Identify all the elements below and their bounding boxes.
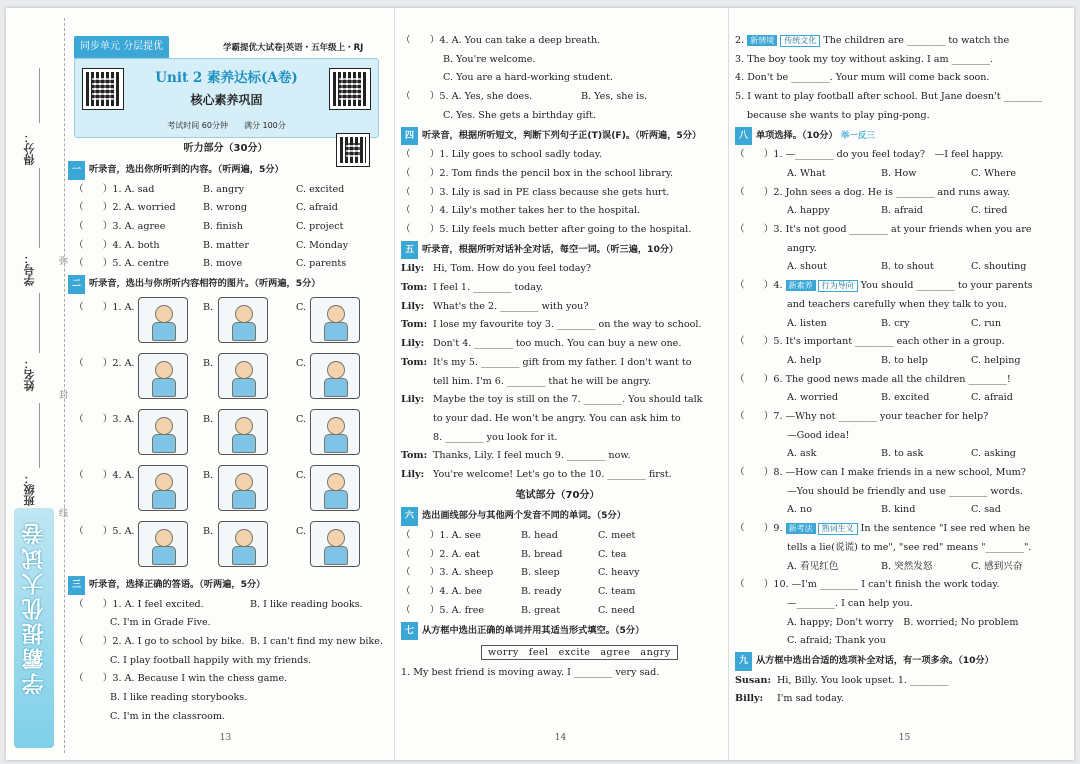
choice-option: A. What [787, 167, 826, 179]
option-b: B. [203, 525, 214, 537]
section-3-number: 三 [68, 576, 85, 595]
dialogue-line [401, 466, 714, 485]
question-stem: —________. I can help you. [787, 597, 913, 609]
stem-text: In the sentence "I see red when he [857, 523, 1031, 535]
section-6-number: 六 [401, 507, 418, 526]
exam-tag: 新考法 [786, 523, 816, 534]
score-line [39, 68, 40, 123]
section-4-instruction: 听录音，根据所听短文，判断下列句子正(T)误(F)。（听两遍，5分） [422, 129, 702, 141]
unit-title: Unit 2 素养达标(A卷) [155, 70, 298, 86]
section-5-title [401, 241, 714, 260]
question-row [401, 583, 714, 602]
option-b: B. [203, 469, 214, 481]
choice-option: A. ask [787, 448, 817, 460]
section-2-number: 二 [68, 275, 85, 294]
choice-option: C. sad [971, 504, 1001, 516]
picture-option [218, 465, 268, 511]
utterance: It's my 5. ________ gift from my father. I don't want to [433, 356, 692, 368]
picture-option [138, 409, 188, 455]
section-5-instruction: 听录音，根据所听对话补全对话，每空一词。（听三遍，10分） [422, 243, 679, 255]
choice-options [735, 501, 1068, 520]
section-7-continued [735, 32, 1068, 126]
option-b: B. bread [521, 548, 563, 560]
true-false-item: （ ）1. Lily goes to school sadly today. [401, 149, 602, 161]
exam-sheet [6, 8, 1074, 760]
listening-header [68, 140, 383, 160]
option-b: B. great [521, 604, 561, 616]
choice-options [735, 352, 1068, 371]
option-c: C. heavy [598, 567, 640, 579]
true-false-item: （ ）2. Tom finds the pencil box in the school library. [401, 167, 674, 179]
picture-question [68, 463, 383, 519]
choice-options [735, 315, 1068, 334]
question-stem [735, 520, 1068, 539]
option-c: C. Yes. She gets a birthday gift. [443, 109, 597, 121]
picture-option [310, 465, 360, 511]
class-label: 班级： [23, 473, 36, 506]
question-row [401, 546, 714, 565]
option-c: C. excited [296, 183, 345, 195]
question-stem: A. happy; Don't worry B. worried; No problem [787, 616, 1019, 628]
utterance: tell him. I'm 6. ________ that he will be angry. [433, 375, 652, 387]
choice-option: B. kind [881, 504, 916, 516]
option-c: C. I'm in the classroom. [110, 710, 226, 722]
question-row [401, 602, 714, 621]
utterance: Don't 4. ________ too much. You can buy a new one. [433, 338, 682, 350]
option-c: C. Monday [296, 239, 349, 251]
question-stem: —Good idea! [787, 429, 850, 441]
option-b: B. finish [203, 221, 243, 233]
choice-option: A. 看见红色 [787, 560, 839, 572]
writing-title: 笔试部分（70分） [515, 489, 600, 501]
speaker: Billy: [735, 693, 764, 705]
speaker: Lily: [401, 263, 425, 275]
question-row [68, 181, 383, 200]
choice-option: A. help [787, 354, 822, 366]
choice-option: B. cry [881, 317, 910, 329]
fill-blank-item: 4. Don't be ________. Your mum will come back soon. [735, 72, 990, 84]
question-number: （ ）3. A. [74, 413, 135, 425]
option-b: B. You're welcome. [443, 53, 536, 65]
stem-text: （ ）9. [735, 523, 786, 535]
option-a: （ ）3. A. agree [74, 221, 166, 233]
choice-options [735, 202, 1068, 221]
speaker: Lily: [401, 394, 425, 406]
speaker: Tom: [401, 450, 428, 462]
picture-question [68, 295, 383, 351]
option-a: （ ）2. A. eat [401, 548, 480, 560]
choice-option: C. tired [971, 205, 1008, 217]
fill-blank-item: 5. I want to play football after school. But Jane doesn't ________ [735, 91, 1042, 103]
choice-option: B. afraid [881, 205, 923, 217]
option-c: C. [296, 525, 307, 537]
picture-option [138, 465, 188, 511]
option-c: C. team [598, 586, 636, 598]
title-banner [74, 58, 379, 138]
speaker: Lily: [401, 338, 425, 350]
seal-char-feng: 封 [57, 390, 67, 399]
utterance: Maybe the toy is still on the 7. ________. You should talk [433, 394, 703, 406]
option-b: B. Yes, she is. [581, 91, 648, 103]
binding-dashed-line [64, 18, 65, 753]
exam-tag: 新素养 [786, 280, 816, 291]
option-b: B. head [521, 530, 558, 542]
choice-option: A. happy [787, 205, 830, 217]
utterance: Hi, Billy. You look upset. 1. ________ [777, 674, 949, 686]
option-a: （ ）3. A. sheep [401, 567, 494, 579]
section-7-instruction: 从方框中选出正确的单词并用其适当形式填空。（5分） [422, 624, 645, 636]
question-stem: （ ）3. It's not good ________ at your friends when you are [735, 224, 1032, 235]
picture-option [218, 353, 268, 399]
picture-option [218, 409, 268, 455]
option-b: B. [203, 357, 214, 369]
option-c: C. [296, 413, 307, 425]
dialogue-line [401, 298, 714, 317]
true-false-item: （ ）3. Lily is sad in PE class because she gets hurt. [401, 186, 670, 198]
true-false-item: （ ）4. Lily's mother takes her to the hospital. [401, 205, 641, 217]
question-row [401, 527, 714, 546]
option-a: （ ）1. A. I feel excited. [74, 598, 204, 610]
question-stem: （ ）7. —Why not ________ your teacher for help? [735, 410, 989, 422]
seal-char-mi: 弥 [57, 256, 67, 265]
page-15 [728, 8, 1068, 760]
section-6-items [401, 527, 714, 620]
item-text: The children are ________ to watch the [823, 35, 1010, 46]
page-header [68, 36, 383, 56]
option-c: C. tea [598, 548, 627, 560]
choice-options [735, 389, 1068, 408]
section-1-number: 一 [68, 161, 85, 180]
speaker: Tom: [401, 319, 428, 331]
choice-option: B. How [881, 167, 917, 179]
section-4-title [401, 127, 714, 146]
question-row [401, 564, 714, 583]
option-c: C. need [598, 604, 635, 616]
question-stem: （ ）5. It's important ________ each other in a group. [735, 336, 1005, 348]
option-a: （ ）5. A. Yes, she does. [401, 91, 533, 103]
speaker: Lily: [401, 300, 425, 312]
fill-blank-item: 3. The boy took my toy without asking. I am ________. [735, 53, 994, 65]
section-9-title [735, 652, 1068, 671]
true-false-item: （ ）5. Lily feels much better after going to the hospital. [401, 224, 692, 236]
section-3-items [68, 596, 383, 727]
option-a: （ ）4. A. bee [401, 586, 483, 598]
question-stem: （ ）6. The good news made all the children ________! [735, 373, 1011, 385]
name-label: 姓名： [23, 358, 36, 391]
question-row [68, 633, 383, 652]
option-a: （ ）4. A. You can take a deep breath. [401, 35, 601, 46]
question-stem: （ ）10. —I'm ________ I can't finish the work today. [735, 579, 1000, 591]
option-b: B. matter [203, 239, 249, 251]
picture-option [138, 297, 188, 343]
speaker: Susan: [735, 674, 772, 686]
choice-option: A. shout [787, 261, 827, 273]
speaker: Tom: [401, 356, 428, 368]
option-a: （ ）5. A. free [401, 604, 485, 616]
section-2-items [68, 295, 383, 575]
speaker: Lily: [401, 468, 425, 480]
option-b: B. I like reading storybooks. [110, 692, 248, 704]
utterance: Thanks, Lily. I feel much 9. ________ now. [433, 450, 631, 462]
picture-option [218, 521, 268, 567]
culture-tag: 传统文化 [780, 35, 820, 47]
dialogue-line [401, 260, 714, 279]
option-c: C. meet [598, 530, 636, 542]
section-1-instruction: 听录音，选出你所听到的内容。（听两遍，5分） [89, 164, 284, 175]
question-stem: angry. [787, 242, 817, 254]
picture-option [310, 409, 360, 455]
section-9-number: 九 [735, 652, 752, 671]
section-6-instruction: 选出画线部分与其他两个发音不同的单词。（5分） [422, 510, 626, 522]
choice-option: C. run [971, 317, 1002, 329]
section-7-title [401, 622, 714, 641]
page-14 [394, 8, 714, 760]
choice-option: C. shouting [971, 261, 1027, 273]
student-id-line [39, 168, 40, 248]
choice-option: B. to shout [881, 261, 934, 273]
question-row [68, 670, 383, 689]
dialogue-line [401, 316, 714, 335]
option-a: （ ）2. A. I go to school by bike. [74, 635, 245, 647]
exam-tag: 熟词生义 [818, 523, 858, 535]
question-row [68, 218, 383, 237]
section-1-items [68, 181, 383, 274]
choice-option: B. to ask [881, 448, 924, 460]
question-row [68, 199, 383, 218]
section-8-instruction: 单项选择。（10分） [756, 129, 838, 141]
option-c: C. I'm in Grade Five. [110, 617, 211, 629]
picture-option [218, 297, 268, 343]
question-stem: （ ）1. —________ do you feel today? —I feel happy. [735, 149, 1004, 161]
section-2-title [68, 275, 383, 294]
question-stem [735, 277, 1068, 296]
section-4-items [401, 146, 714, 240]
option-c: C. [296, 469, 307, 481]
option-b: B. angry [203, 183, 245, 195]
dialogue-line [735, 690, 1068, 709]
utterance: You're welcome! Let's go to the 10. ________ first. [433, 468, 672, 480]
item-number: 2. [735, 35, 748, 46]
choice-option: A. listen [787, 317, 827, 329]
option-c: C. [296, 357, 307, 369]
unit-subtitle: 核心素养巩固 [190, 93, 263, 107]
picture-option [138, 353, 188, 399]
score-label: 得分： [23, 132, 36, 165]
question-row [68, 255, 383, 274]
question-number: （ ）2. A. [74, 357, 135, 369]
exam-score: 满分 100分 [243, 121, 286, 130]
question-stem: —You should be friendly and use ________ words. [787, 485, 1024, 497]
option-b: B. sleep [521, 567, 560, 579]
dialogue [401, 260, 714, 484]
section-8-tag: 举一反三 [840, 130, 875, 141]
picture-question [68, 519, 383, 575]
dialogue-line [401, 279, 714, 298]
picture-option [310, 353, 360, 399]
choice-options [735, 165, 1068, 184]
section-9-dialogue [735, 672, 1068, 709]
option-a: （ ）4. A. both [74, 239, 160, 251]
option-a: （ ）1. A. see [401, 530, 481, 542]
question-stem: （ ）8. —How can I make friends in a new school, Mum? [735, 467, 1026, 479]
question-number: （ ）5. A. [74, 525, 135, 537]
choice-option: C. asking [971, 448, 1016, 460]
section-1-title [68, 161, 383, 180]
fill-blank-item [735, 32, 1068, 51]
choice-option: A. no [787, 504, 812, 516]
choice-option: C. afraid [971, 392, 1013, 404]
option-b: B. [203, 301, 214, 313]
utterance: 8. ________ you look for it. [433, 431, 558, 443]
class-line [39, 403, 40, 468]
seal-char-xian: 线 [57, 508, 67, 517]
picture-option [138, 521, 188, 567]
utterance: to your dad. He won't be angry. You can ask him to [433, 412, 681, 424]
option-c: C. parents [296, 258, 347, 270]
listening-title: 听力部分（30分） [183, 143, 268, 154]
dialogue-line [401, 354, 714, 373]
name-line [39, 293, 40, 353]
question-row [68, 237, 383, 256]
dialogue-line [401, 373, 714, 392]
choice-option: A. worried [787, 392, 839, 404]
speaker: Tom: [401, 282, 428, 294]
item-text: because she wants to play ping-pong. [747, 109, 930, 121]
option-b: B. move [203, 258, 243, 270]
word-box: worry feel excite agree angry [481, 645, 678, 660]
option-a: （ ）3. A. Because I win the chess game. [74, 673, 288, 685]
exam-info [75, 117, 378, 136]
option-b: B. I can't find my new bike. [250, 635, 384, 647]
option-a: （ ）1. A. sad [74, 183, 155, 195]
qr-code-icon [337, 134, 369, 166]
student-id-label: 学号： [23, 253, 36, 286]
question-stem: tells a lie(说谎) to me", "see red" means "________". [787, 541, 1032, 553]
utterance: I'm sad today. [777, 693, 845, 705]
dialogue-line [401, 447, 714, 466]
option-b: B. ready [521, 586, 562, 598]
page-number: 15 [898, 733, 911, 744]
option-b: B. wrong [203, 202, 248, 214]
choice-options [735, 445, 1068, 464]
brand-strip [14, 508, 54, 748]
question-number: （ ）4. A. [74, 469, 135, 481]
picture-option [310, 521, 360, 567]
section-3-instruction: 听录音，选择正确的答语。（听两遍，5分） [89, 578, 266, 590]
section-2-instruction: 听录音，选出与你所听内容相符的图片。（听两遍，5分） [89, 278, 321, 290]
option-c: C. project [296, 221, 344, 233]
dialogue-line [735, 672, 1068, 691]
option-c: C. You are a hard-working student. [443, 72, 613, 84]
fill-blank-item: 1. My best friend is moving away. I ________ very sad. [401, 667, 660, 679]
choice-option: C. 感到兴奋 [971, 560, 1023, 572]
stem-text: （ ）4. [735, 280, 786, 292]
question-stem: C. afraid; Thank you [787, 635, 886, 647]
question-stem: and teachers carefully when they talk to you. [787, 298, 1007, 310]
section-8-items [735, 146, 1068, 651]
series-title: 学霸提优大试卷|英语・五年级上・RJ [223, 43, 364, 53]
choice-option: C. Where [971, 167, 1017, 179]
dialogue-line [401, 410, 714, 429]
section-9-instruction: 从方框中选出合适的选项补全对话，有一项多余。（10分） [756, 655, 994, 667]
section-3-continued [401, 32, 714, 126]
utterance: What's the 2. ________ with you? [433, 300, 589, 312]
choice-option: B. to help [881, 354, 928, 366]
question-number: （ ）1. A. [74, 301, 135, 313]
page-number: 14 [554, 733, 567, 744]
choice-option: C. helping [971, 354, 1021, 366]
choice-option: B. 突然发怒 [881, 560, 933, 572]
choice-options [735, 558, 1068, 577]
stem-text: You should ________ to your parents [857, 280, 1033, 292]
utterance: I lose my favourite toy 3. ________ on the way to school. [433, 319, 702, 331]
option-a: （ ）5. A. centre [74, 258, 169, 270]
section-8-title [735, 127, 1068, 146]
section-4-number: 四 [401, 127, 418, 146]
section-5-number: 五 [401, 241, 418, 260]
binding-margin [6, 8, 68, 760]
page-number: 13 [219, 733, 232, 744]
exam-time: 考试时间 60分钟 [167, 121, 228, 130]
section-3-title [68, 576, 383, 595]
picture-option [310, 297, 360, 343]
section-6-title [401, 507, 714, 526]
question-row [401, 88, 714, 107]
exam-tag: 行为导向 [818, 280, 858, 292]
dialogue-line [401, 429, 714, 448]
option-c: C. afraid [296, 202, 338, 214]
section-8-number: 八 [735, 127, 752, 146]
utterance: I feel 1. ________ today. [433, 282, 544, 294]
utterance: Hi, Tom. How do you feel today? [433, 263, 592, 275]
dialogue-line [401, 391, 714, 410]
question-row [68, 596, 383, 615]
question-stem: （ ）2. John sees a dog. He is ________ and runs away. [735, 186, 1011, 198]
picture-question [68, 351, 383, 407]
new-context-tag: 新情境 [747, 35, 777, 46]
section-7-number: 七 [401, 622, 418, 641]
unit-tag: 同步单元 分层提优 [74, 36, 169, 59]
option-a: （ ）2. A. worried [74, 202, 176, 214]
option-b: B. I like reading books. [250, 598, 363, 610]
choice-options [735, 258, 1068, 277]
brand-text: 学霸提优大试卷 [21, 520, 47, 695]
option-c: C. I play football happily with my friends. [110, 654, 312, 666]
option-b: B. [203, 413, 214, 425]
page-13 [68, 8, 383, 760]
option-c: C. [296, 301, 307, 313]
choice-option: B. excited [881, 392, 930, 404]
dialogue-line [401, 335, 714, 354]
picture-question [68, 407, 383, 463]
